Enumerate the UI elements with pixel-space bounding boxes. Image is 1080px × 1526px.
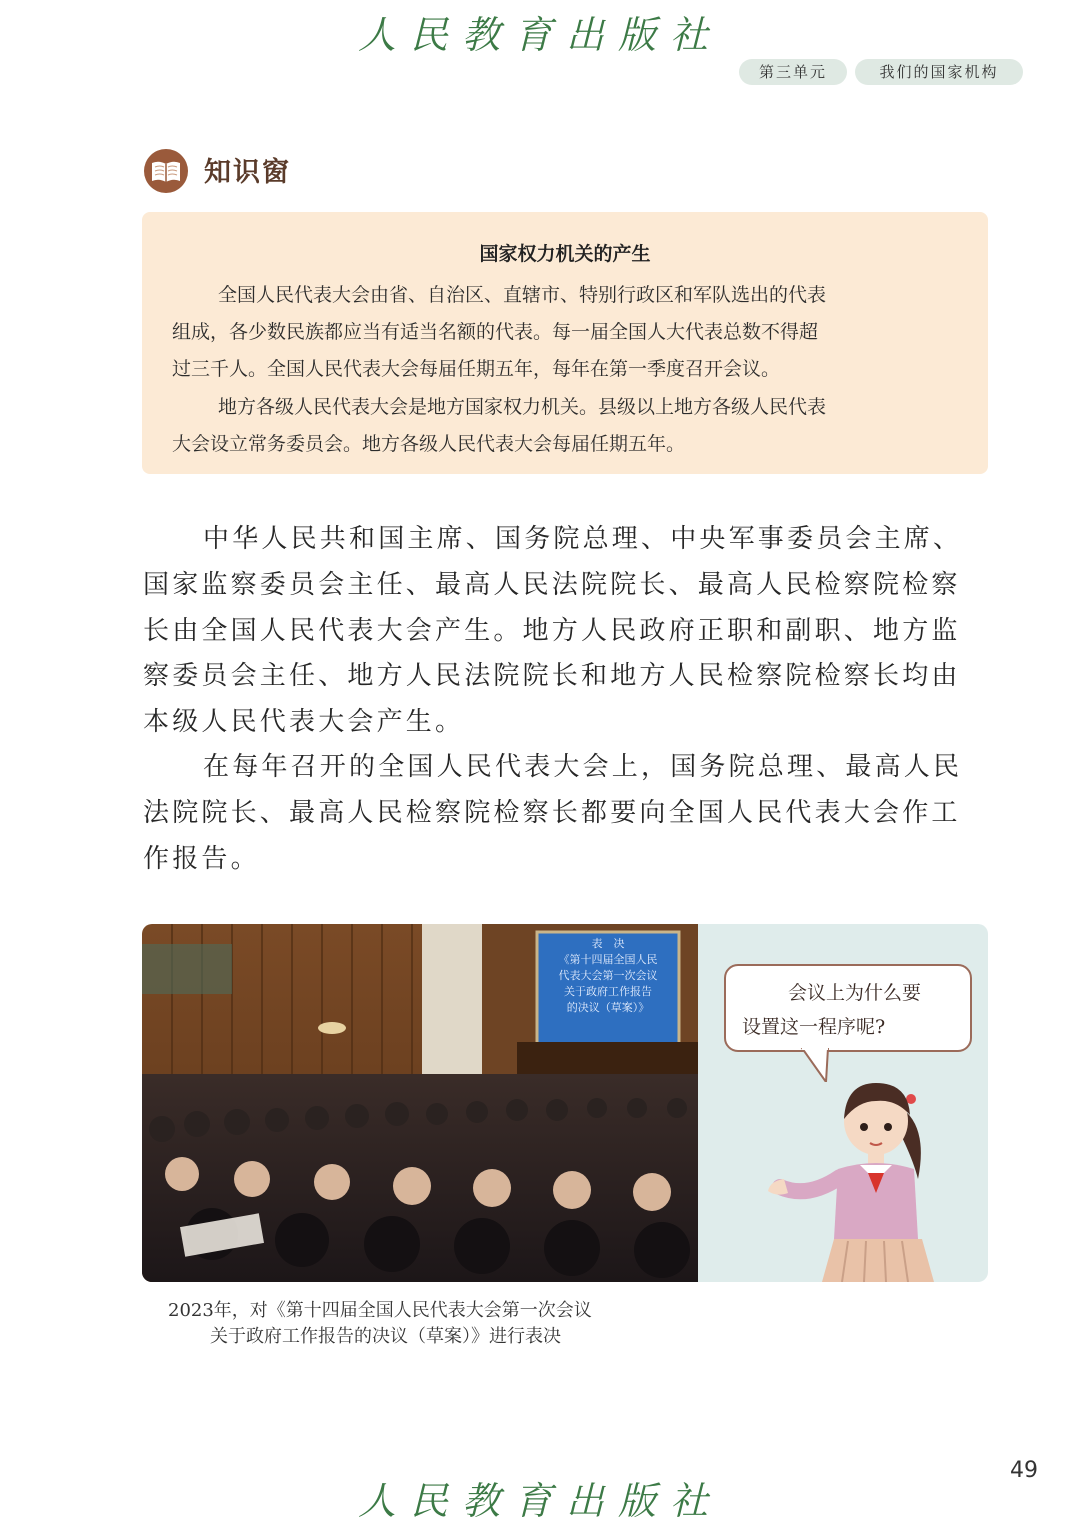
knowledge-line: 全国人民代表大会由省、自治区、直辖市、特别行政区和军队选出的代表 [218,284,827,306]
body-line: 中华人民共和国主席、国务院总理、中央军事委员会主席、 [203,524,963,554]
body-line: 察委员会主任、地方人民法院院长和地方人民检察院检察长均由 [143,661,961,691]
speech-line: 会议上为什么要 [788,982,922,1004]
unit-title-badge: 我们的国家机构 [855,59,1023,85]
illustration-panel [698,924,988,1282]
knowledge-box [142,212,988,474]
photo-caption-line: 关于政府工作报告的决议（草案）》进行表决 [210,1326,561,1347]
screen-text-line: 表 决 [591,937,625,950]
knowledge-line: 过三千人。全国人民代表大会每届任期五年，每年在第一季度召开会议。 [172,358,781,380]
photo-caption-line: 2023年，对《第十四届全国人民代表大会第一次会议 [168,1300,592,1321]
screen-text-line: 的决议（草案）》 [566,1001,650,1014]
body-line: 本级人民代表大会产生。 [143,707,465,737]
body-line: 长由全国人民代表大会产生。地方人民政府正职和副职、地方监 [143,616,961,646]
knowledge-line: 地方各级人民代表大会是地方国家权力机关。县级以上地方各级人民代表 [218,396,827,418]
book-icon [143,148,189,194]
body-line: 在每年召开的全国人民代表大会上，国务院总理、最高人民 [203,752,963,782]
body-line: 国家监察委员会主任、最高人民法院院长、最高人民检察院检察 [143,570,961,600]
congress-photo [142,924,698,1282]
screen-text-line: 关于政府工作报告 [564,985,652,998]
body-line: 法院院长、最高人民检察院检察长都要向全国人民代表大会作工 [143,798,961,828]
screen-text-line: 《第十四届全国人民 [558,953,658,966]
girl-illustration [768,1069,988,1282]
knowledge-window-label: 知识窗 [204,157,291,188]
knowledge-line: 大会设立常务委员会。地方各级人民代表大会每届任期五年。 [172,433,686,455]
speech-bubble [724,964,972,1052]
knowledge-line: 组成，各少数民族都应当有适当名额的代表。每一届全国人大代表总数不得超 [172,321,819,343]
publisher-logo-bottom: 人民教育出版社 [357,1479,722,1523]
screen-text-line: 代表大会第一次会议 [558,969,658,982]
unit-badge: 第三单元 [739,59,847,85]
speech-line: 设置这一程序呢? [742,1016,886,1038]
knowledge-box-title: 国家权力机关的产生 [479,243,651,265]
body-line: 作报告。 [143,844,260,874]
publisher-logo-top: 人民教育出版社 [357,13,722,57]
page-number: 49 [1010,1458,1038,1483]
